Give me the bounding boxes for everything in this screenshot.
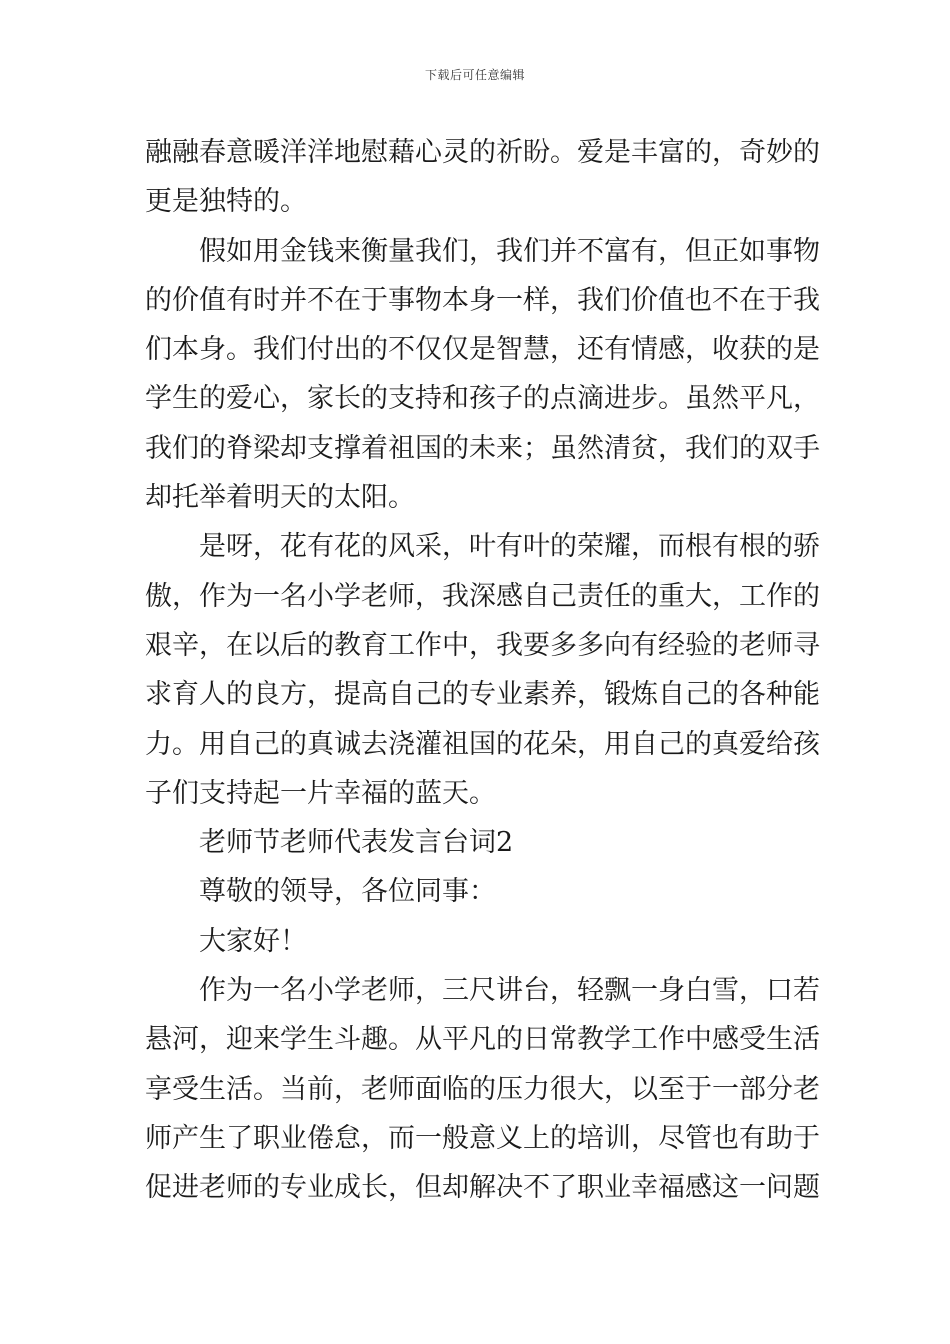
- text-line: 力。用自己的真诚去浇灌祖国的花朵，用自己的真爱给孩: [145, 728, 820, 760]
- text-line: 艰辛，在以后的教育工作中，我要多多向有经验的老师寻: [145, 629, 820, 661]
- text-line: 更是独特的。: [145, 186, 307, 218]
- text-line: 师产生了职业倦怠，而一般意义上的培训，尽管也有助于: [145, 1122, 820, 1154]
- text-line: 融融春意暖洋洋地慰藉心灵的祈盼。爱是丰富的，奇妙的: [145, 137, 820, 168]
- text-line: 子们支持起一片幸福的蓝天。: [145, 777, 496, 809]
- paragraph-start: 假如用金钱来衡量我们，我们并不富有，但正如事物: [199, 235, 820, 267]
- text-line: 的价值有时并不在于事物本身一样，我们价值也不在于我: [145, 284, 820, 316]
- text-line: 享受生活。当前，老师面临的压力很大，以至于一部分老: [145, 1073, 820, 1105]
- salutation: 尊敬的领导，各位同事：: [199, 876, 496, 908]
- text-line: 们本身。我们付出的不仅仅是智慧，还有情感，收获的是: [145, 334, 820, 366]
- text-line: 促进老师的专业成长，但却解决不了职业幸福感这一问题: [145, 1172, 820, 1204]
- greeting: 大家好！: [199, 925, 307, 957]
- paragraph-start: 是呀，花有花的风采，叶有叶的荣耀，而根有根的骄: [199, 531, 820, 563]
- paragraph-start: 作为一名小学老师，三尺讲台，轻飘一身白雪，口若: [199, 975, 820, 1007]
- text-line: 悬河，迎来学生斗趣。从平凡的日常教学工作中感受生活: [145, 1024, 820, 1056]
- text-line: 我们的脊梁却支撑着祖国的未来；虽然清贫，我们的双手: [145, 432, 820, 464]
- text-line: 傲，作为一名小学老师，我深感自己责任的重大，工作的: [145, 580, 820, 612]
- header-note: 下载后可任意编辑: [424, 68, 525, 82]
- text-line: 求育人的良方，提高自己的专业素养，锻炼自己的各种能: [145, 679, 820, 711]
- document-body: [145, 128, 820, 1213]
- section-title: 老师节老师代表发言台词2: [199, 827, 514, 859]
- text-line: 却托举着明天的太阳。: [145, 482, 415, 514]
- text-line: 学生的爱心，家长的支持和孩子的点滴进步。虽然平凡，: [145, 383, 820, 415]
